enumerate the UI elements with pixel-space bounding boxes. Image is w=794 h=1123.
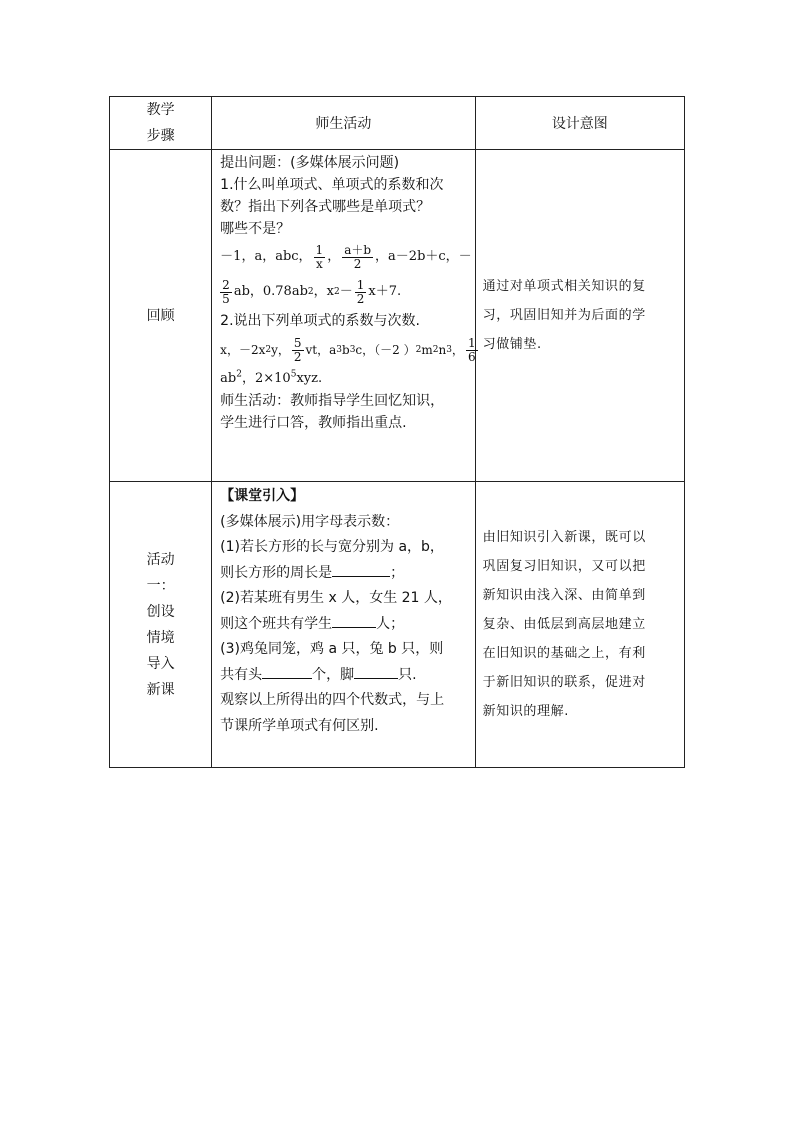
expression-line: x，－2x 2 y， $\frac{5}{2}$ vt，a 3 b 3 c，（－2 ） 2 m 2 n 3 ， $\frac{1}{6}$	[220, 335, 476, 364]
expression-text: vt，a	[305, 343, 337, 357]
answer-blank	[262, 666, 312, 679]
intent-line: 巩固复习旧知识，又可以把	[482, 559, 646, 574]
activity-text: 则这个班共有学生	[220, 615, 333, 632]
fraction	[292, 337, 304, 364]
expression-text: ，	[451, 343, 464, 357]
expression-text: －	[339, 284, 353, 299]
activity-text: 个，脚	[312, 666, 355, 683]
activity-text: 人；	[376, 615, 405, 632]
expression-text: x＋7.	[368, 284, 402, 299]
activity-text: 只.	[398, 666, 417, 683]
expression-text: ab，0.78ab	[233, 284, 308, 299]
expression-text: y，	[271, 343, 290, 357]
expression-line: $\frac{2}{5}$ ab，0.78ab 2 ，x 2 － $\frac{1}{2}$ x＋7.	[222, 277, 402, 306]
review-intent	[475, 150, 684, 482]
answer-blank	[332, 615, 376, 628]
header-row	[110, 97, 685, 150]
fraction-numerator: 1	[315, 242, 324, 257]
header-intent: 设计意图	[475, 97, 684, 150]
fraction	[466, 337, 478, 364]
expression-text: x，－2x	[220, 343, 266, 357]
expression-text: b	[342, 343, 350, 357]
activity1-intent	[475, 482, 684, 768]
activity1-step	[110, 482, 212, 768]
activity-text: ；	[390, 564, 405, 581]
expression-text: ，a－2b＋c，－	[375, 249, 472, 264]
expression-text: m	[421, 343, 433, 357]
section-title: 【课堂引入】	[220, 488, 305, 504]
intent-line: 复杂、由低层到高层地建立	[482, 617, 646, 632]
expression-text: －1，a，abc，	[220, 249, 312, 264]
fraction-denominator: 2	[353, 256, 362, 271]
exponent: 2	[236, 369, 242, 380]
step-line: 新课	[146, 681, 175, 698]
fraction-denominator: 2	[356, 291, 365, 306]
review-line: 学生进行口答，教师指出重点.	[220, 415, 407, 431]
activity-line: (多媒体展示)用字母表示数：	[220, 513, 400, 530]
fraction-denominator: 6	[467, 349, 476, 364]
activity1-row	[110, 482, 685, 768]
answer-blank	[332, 564, 390, 577]
activity-line	[220, 561, 466, 587]
fraction-numerator: 1	[356, 277, 365, 292]
step-line: 活动	[146, 551, 175, 568]
activity-line: 观察以上所得出的四个代数式，与上	[220, 692, 445, 708]
step-line: 创设	[146, 603, 175, 620]
activity-line	[220, 612, 466, 638]
expression-line	[220, 240, 472, 274]
intent-line: 习做铺垫.	[482, 337, 542, 352]
expression-text: ，2×10	[241, 371, 291, 386]
intent-line: 习，巩固旧知并为后面的学	[482, 308, 646, 323]
header-step-line2: 步骤	[146, 128, 175, 144]
fraction-denominator: x	[315, 256, 323, 271]
fraction	[342, 244, 373, 271]
fraction	[220, 279, 232, 306]
fraction-denominator: 5	[222, 291, 230, 306]
review-row	[110, 150, 685, 482]
exponent: 5	[290, 369, 297, 380]
activity1-content	[212, 482, 475, 768]
expression-line	[220, 368, 466, 390]
intent-line: 在旧知识的基础之上，有利	[482, 646, 646, 661]
activity-line: 节课所学单项式有何区别.	[220, 717, 379, 734]
review-line: 1.什么叫单项式、单项式的系数和次	[220, 177, 444, 193]
expression-text: ，	[327, 249, 341, 264]
activity-text: 共有头	[220, 666, 263, 683]
activity-line: (1)若长方形的长与宽分别为 a，b，	[220, 539, 444, 555]
review-line: 提出问题：(多媒体展示问题)	[220, 155, 400, 171]
expression-text: c，（－2 ）	[355, 343, 416, 357]
activity-line: (3)鸡兔同笼，鸡 a 只，兔 b 只，则	[220, 641, 444, 657]
activity-line: (2)若某班有男生 x 人，女生 21 人，	[220, 590, 452, 606]
expression-text: xyz.	[296, 371, 323, 386]
fraction-numerator: 5	[293, 335, 302, 350]
intent-line: 新知识由浅入深、由简单到	[482, 588, 646, 603]
header-step	[110, 97, 212, 150]
activity-line	[220, 663, 466, 689]
intent-line: 新知识的理解.	[482, 704, 569, 719]
lesson-plan-table	[109, 96, 685, 768]
fraction-numerator: 2	[222, 277, 230, 292]
review-activity	[212, 150, 475, 482]
expression-text: ab	[220, 371, 237, 386]
review-line: 数？指出下列各式哪些是单项式？	[220, 199, 431, 215]
step-line: 一：	[146, 577, 175, 594]
fraction-numerator: 1	[467, 335, 476, 350]
header-activity: 师生活动	[212, 97, 475, 150]
fraction	[314, 244, 326, 271]
fraction-numerator: a＋b	[344, 242, 372, 257]
fraction-denominator: 2	[293, 349, 302, 364]
expression-text: ，x	[313, 284, 334, 299]
answer-blank	[354, 666, 398, 679]
activity-text: 则长方形的周长是	[220, 564, 333, 581]
review-line: 师生活动：教师指导学生回忆知识，	[220, 393, 445, 409]
fraction	[355, 279, 367, 306]
step-line: 导入	[146, 655, 175, 672]
expression-text: n	[438, 343, 447, 357]
step-line: 情境	[146, 629, 175, 646]
intent-line: 于新旧知识的联系，促进对	[482, 675, 646, 690]
intent-line: 由旧知识引入新课，既可以	[482, 530, 646, 545]
review-line: 2.说出下列单项式的系数与次数.	[220, 313, 420, 329]
intent-line: 通过对单项式相关知识的复	[482, 279, 646, 294]
review-step: 回顾	[110, 150, 212, 482]
review-line: 哪些不是？	[220, 221, 291, 237]
header-step-line1: 教学	[146, 102, 175, 118]
